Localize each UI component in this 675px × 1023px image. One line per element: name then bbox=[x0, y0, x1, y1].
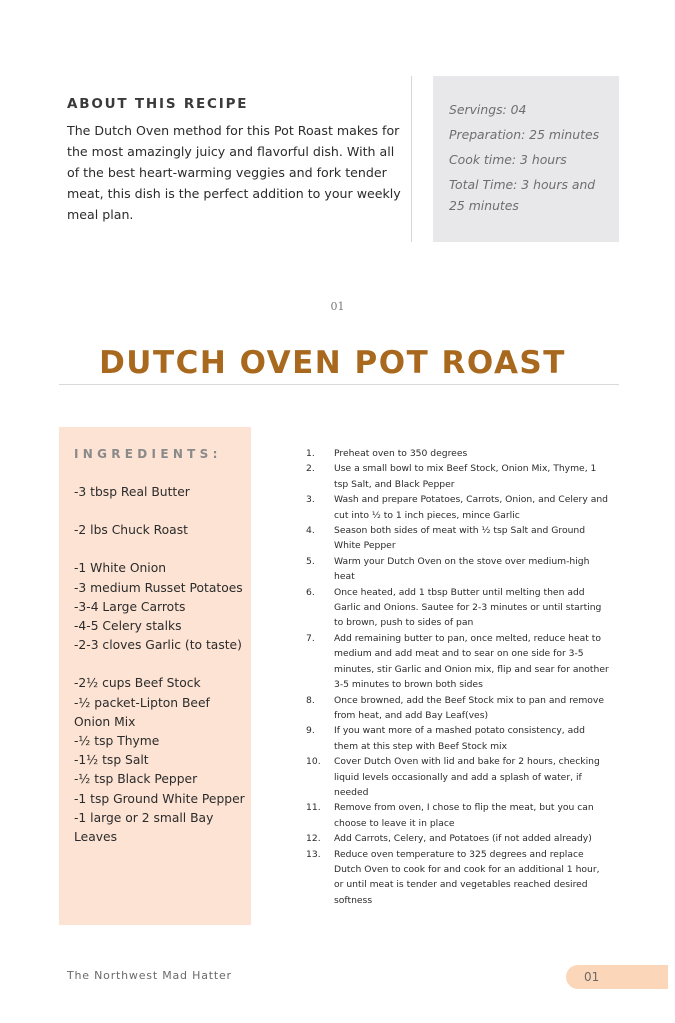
step-number: 12. bbox=[306, 833, 321, 845]
step-text: If you want more of a mashed potato consistency, add them at this step with Beef Stock mix bbox=[334, 725, 585, 752]
step-number: 7. bbox=[306, 632, 315, 644]
footer-brand: The Northwest Mad Hatter bbox=[67, 969, 232, 982]
instructions-list bbox=[306, 446, 611, 908]
instruction-step bbox=[306, 461, 611, 492]
step-text: Use a small bowl to mix Beef Stock, Onion Mix, Thyme, 1 tsp Salt, and Black Pepper bbox=[334, 463, 597, 490]
step-text: Reduce oven temperature to 325 degrees and replace Dutch Oven to cook for and cook for an additional 1 hour, or until meat is tender and vegetables reached desired softness bbox=[334, 848, 600, 906]
step-number: 1. bbox=[306, 448, 315, 459]
preparation-time: Preparation: 25 minutes bbox=[449, 127, 600, 142]
step-text: Once heated, add 1 tbsp Butter until melting then add Garlic and Onions. Sautee for 2-3 minutes or until starting to brown, push to sides of pan bbox=[334, 586, 602, 629]
step-text: Add remaining butter to pan, once melted, reduce heat to medium and add meat and to sear on one side for 3-5 minutes, stir Garlic and Onion mix, flip and sear for another 3-5 minutes to brown both sides bbox=[334, 632, 609, 691]
ingredient-group bbox=[74, 559, 245, 655]
title-divider bbox=[59, 384, 619, 385]
ingredient-item: -½ packet-Lipton Beef Onion Mix bbox=[74, 695, 210, 729]
ingredient-item: -3 tbsp Real Butter bbox=[74, 485, 190, 499]
instruction-step bbox=[306, 847, 611, 909]
ingredient-group bbox=[74, 521, 245, 540]
page-number: 01 bbox=[584, 970, 600, 984]
step-text: Cover Dutch Oven with lid and bake for 2 hours, checking liquid levels occasionally and add a splash of water, if needed bbox=[334, 756, 600, 798]
step-text: Once browned, add the Beef Stock mix to pan and remove from heat, and add Bay Leaf(ves) bbox=[334, 694, 604, 721]
instruction-step bbox=[306, 585, 611, 631]
ingredient-item: -3-4 Large Carrots bbox=[74, 599, 186, 614]
step-number: 5. bbox=[306, 555, 315, 567]
step-text: Season both sides of meat with ½ tsp Salt and Ground White Pepper bbox=[334, 525, 586, 552]
ingredient-item: -½ tsp Thyme bbox=[74, 734, 160, 749]
instruction-step bbox=[306, 800, 611, 831]
servings: Servings: 04 bbox=[449, 102, 527, 117]
about-heading: ABOUT THIS RECIPE bbox=[67, 96, 249, 112]
ingredient-item: -½ tsp Black Pepper bbox=[74, 772, 198, 787]
instruction-step bbox=[306, 492, 611, 523]
ingredient-item: -1 White Onion bbox=[74, 561, 167, 576]
ingredients-list bbox=[74, 483, 245, 847]
step-text: Wash and prepare Potatoes, Carrots, Onion, and Celery and cut into ½ to 1 inch pieces, mince Garlic bbox=[334, 494, 608, 521]
step-number: 3. bbox=[306, 494, 315, 506]
ingredients-heading: INGREDIENTS: bbox=[74, 447, 222, 461]
ingredient-item: -2-3 cloves Garlic (to taste) bbox=[74, 638, 242, 653]
step-number: 6. bbox=[306, 586, 315, 598]
step-number: 4. bbox=[306, 525, 315, 537]
ingredient-item: -3 medium Russet Potatoes bbox=[74, 580, 243, 595]
step-text: Remove from oven, I chose to flip the meat, but you can choose to leave it in place bbox=[334, 802, 594, 829]
ingredient-item: -2 lbs Chuck Roast bbox=[74, 523, 188, 538]
ingredient-item: -1 large or 2 small Bay Leaves bbox=[74, 810, 214, 845]
instruction-step bbox=[306, 723, 611, 754]
step-text: Add Carrots, Celery, and Potatoes (if not added already) bbox=[334, 833, 592, 845]
step-number: 13. bbox=[306, 848, 321, 860]
ingredients-box bbox=[59, 427, 251, 925]
step-number: 11. bbox=[306, 802, 321, 814]
ingredient-item: -1½ tsp Salt bbox=[74, 753, 149, 768]
step-number: 2. bbox=[306, 463, 315, 475]
step-number: 10. bbox=[306, 756, 321, 768]
recipe-title: DUTCH OVEN POT ROAST bbox=[99, 344, 566, 381]
instruction-step bbox=[306, 554, 611, 585]
total-time: Total Time: 3 hours and 25 minutes bbox=[449, 177, 596, 213]
ingredient-item: -4-5 Celery stalks bbox=[74, 619, 182, 634]
ingredient-group bbox=[74, 674, 245, 847]
ingredient-item: -1 tsp Ground White Pepper bbox=[74, 791, 245, 806]
instruction-step bbox=[306, 446, 611, 461]
cook-time: Cook time: 3 hours bbox=[449, 152, 567, 167]
step-text: Warm your Dutch Oven on the stove over medium-high heat bbox=[334, 555, 590, 583]
recipe-number: 01 bbox=[330, 300, 345, 313]
about-text: The Dutch Oven method for this Pot Roast makes for the most amazingly juicy and flavorful dish. With all of the best heart-warming veggies and fork tender meat, this dish is the perfect addition to your weekly meal plan. bbox=[67, 123, 401, 222]
step-number: 9. bbox=[306, 725, 315, 737]
instruction-step bbox=[306, 754, 611, 800]
recipe-info-box bbox=[433, 76, 619, 242]
about-section bbox=[67, 96, 402, 225]
step-number: 8. bbox=[306, 694, 315, 706]
vertical-divider bbox=[411, 76, 412, 242]
instruction-step bbox=[306, 693, 611, 724]
instruction-step bbox=[306, 523, 611, 554]
ingredient-group bbox=[74, 483, 245, 502]
instruction-step bbox=[306, 631, 611, 693]
ingredient-item: -2½ cups Beef Stock bbox=[74, 676, 201, 691]
page-number-tab bbox=[566, 965, 668, 989]
instruction-step bbox=[306, 831, 611, 846]
step-text: Preheat oven to 350 degrees bbox=[334, 448, 468, 459]
